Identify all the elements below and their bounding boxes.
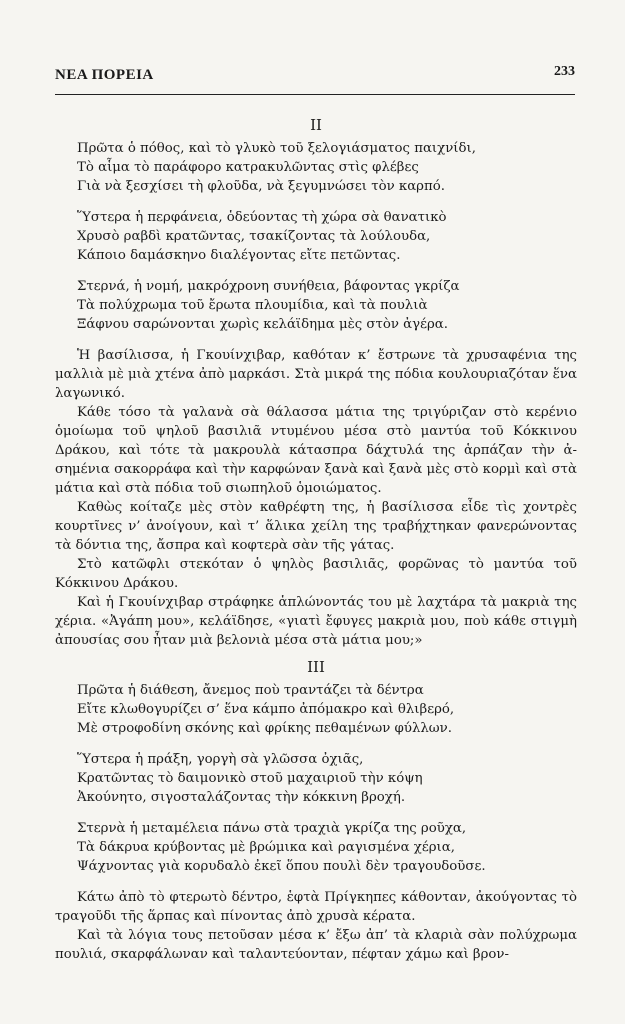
verse-line: Τὰ δάκρυα κρύβοντας μὲ βρώμικα καὶ ραγισμένα χέρια, bbox=[77, 840, 455, 855]
stanza bbox=[77, 277, 577, 334]
section-title-iii: III bbox=[307, 658, 325, 676]
verse-line: Πρῶτα ἡ διάθεση, ἄνεμος ποὺ τραντάζει τὰ δέντρα bbox=[77, 683, 424, 698]
stanza bbox=[77, 681, 577, 738]
paragraph: Ἡ βασίλισσα, ἡ Γκουίνχιβαρ, καθόταν κ’ ἔστρωνε τὰ χρυσαφένια της μαλλιὰ μὲ μιὰ χτένα ἀπὸ μαρκάσι. Στὰ μικρά της πόδια κουλουριαζόταν ἕνα λαγωνικό. bbox=[55, 348, 577, 401]
paragraph: Στὸ κατῶφλι στεκόταν ὁ ψηλὸς βασιλιᾶς, φορῶνας τὸ μαντύα τοῦ Κόκκινου Δράκου. bbox=[55, 557, 577, 591]
verse-line: Κάποιο δαμάσκηνο διαλέγοντας εἴτε πετῶντας. bbox=[77, 248, 401, 263]
verse-line: Τὸ αἷμα τὸ παράφορο κατρακυλῶντας στὶς φλέβες bbox=[77, 160, 419, 175]
section-title-ii: II bbox=[310, 116, 322, 134]
verse-line: Ὕστερα ἡ πράξη, γοργὴ σὰ γλῶσσα ὀχιᾶς, bbox=[77, 752, 364, 767]
paragraph: Κάτω ἀπὸ τὸ φτερωτὸ δέντρο, ἑφτὰ Πρίγκηπες κάθονταν, ἀκούγοντας τὸ τραγοῦδι τῆς ἅρπας καὶ πίνοντας ἀπὸ χρυσὰ κέρατα. bbox=[55, 890, 577, 924]
verse-line: Κρατῶντας τὸ δαιμονικὸ στοῦ μαχαιριοῦ τὴν κόψη bbox=[77, 771, 423, 786]
stanza bbox=[77, 750, 577, 807]
verse-line: Στερνά, ἡ νομή, μακρόχρονη συνήθεια, βάφοντας γκρίζα bbox=[77, 279, 460, 294]
verse-line: Ψάχνοντας γιὰ κορυδαλὸ ἐκεῖ ὅπου πουλὶ δὲν τραγουδοῦσε. bbox=[77, 859, 486, 874]
verse-line: Ἀκούνητο, σιγοσταλάζοντας τὴν κόκκινη βροχή. bbox=[77, 790, 406, 805]
stanza bbox=[77, 139, 577, 196]
prose-block bbox=[55, 346, 577, 650]
verse-line: Τὰ πολύχρωμα τοῦ ἔρωτα πλουμίδια, καὶ τὰ πουλιὰ bbox=[77, 298, 428, 313]
stanza bbox=[77, 208, 577, 265]
running-header bbox=[55, 64, 575, 95]
verse-line: Ξάφνου σαρώνονται χωρὶς κελάϊδημα μὲς στὸν ἀγέρα. bbox=[77, 317, 448, 332]
paragraph: Καὶ τὰ λόγια τους πετοῦσαν μέσα κ’ ἔξω ἀπ’ τὰ κλαριὰ σὰν πολύχρωμα πουλιά, σκαρφάλωναν καὶ ταλαντεύονταν, πέφταν χάμω καὶ βρον- bbox=[55, 928, 577, 962]
paragraph: Καὶ ἡ Γκουίνχιβαρ στράφηκε ἁπλώνοντάς του μὲ λαχτάρα τὰ μακριὰ της χέρια. «Ἀγάπη μου», κελάϊδησε, «γιατὶ ἔφυγες μακριὰ μου, ποὺ κάθε στιγμὴ ἀπουσίας σου ἦταν μιὰ βελονιὰ μέσα στὰ μάτια μου;» bbox=[55, 595, 577, 648]
paragraph: Καθὼς κοίταζε μὲς στὸν καθρέφτη της, ἡ βασίλισσα εἶδε τὶς χοντρὲς κουρτῖνες ν’ ἀνοίγουν, καὶ τ’ ἅλικα χείλη της τραβήχτηκαν φανερώνοντας τὰ δόντια της, ἄσπρα καὶ κοφτερὰ σὰν τῆς γάτας. bbox=[55, 500, 577, 553]
page-number: 233 bbox=[554, 64, 575, 79]
verse-line: Γιὰ νὰ ξεσχίσει τὴ φλοῦδα, νὰ ξεγυμνώσει τὸν καρπό. bbox=[77, 179, 445, 194]
verse-line: Πρῶτα ὁ πόθος, καὶ τὸ γλυκὸ τοῦ ξελογιάσματος παιχνίδι, bbox=[77, 141, 476, 156]
verse-line: Μὲ στροφοδίνη σκόνης καὶ φρίκης πεθαμένων φύλλων. bbox=[77, 721, 452, 736]
verse-line: Εἴτε κλωθογυρίζει σ’ ἕνα κάμπο ἀπόμακρο καὶ θλιβερό, bbox=[77, 702, 455, 717]
journal-title: ΝΕΑ ΠΟΡΕΙΑ bbox=[55, 67, 154, 83]
prose-block bbox=[55, 888, 577, 964]
stanza bbox=[77, 819, 577, 876]
verse-line: Ὕστερα ἡ περφάνεια, ὁδεύοντας τὴ χώρα σὰ θανατικὸ bbox=[77, 210, 447, 225]
verse-line: Χρυσὸ ραβδὶ κρατῶντας, τσακίζοντας τὰ λούλουδα, bbox=[77, 229, 431, 244]
article-body bbox=[55, 116, 577, 972]
paragraph: Κάθε τόσο τὰ γαλανὰ σὰ θάλασσα μάτια της τριγύριζαν στὸ κερένιο ὁμοίωμα τοῦ ψηλοῦ βασιλιᾶ ντυμένου μέσα στὸ μαντύα τοῦ Κόκκινου Δράκου, καὶ τότε τὰ μακρουλὰ κάτασπρα δάχτυλά της ἁρπάζαν τὴν ἀσημένια σακορράφα καὶ τὴν καρφώναν ξανὰ καὶ ξανὰ μὲς στὸ κορμὶ καὶ στὰ μάτια καὶ στὰ πόδια τοῦ σιωπηλοῦ ὁμοιώματος. bbox=[55, 405, 577, 496]
verse-line: Στερνὰ ἡ μεταμέλεια πάνω στὰ τραχιὰ γκρίζα της ροῦχα, bbox=[77, 821, 467, 836]
